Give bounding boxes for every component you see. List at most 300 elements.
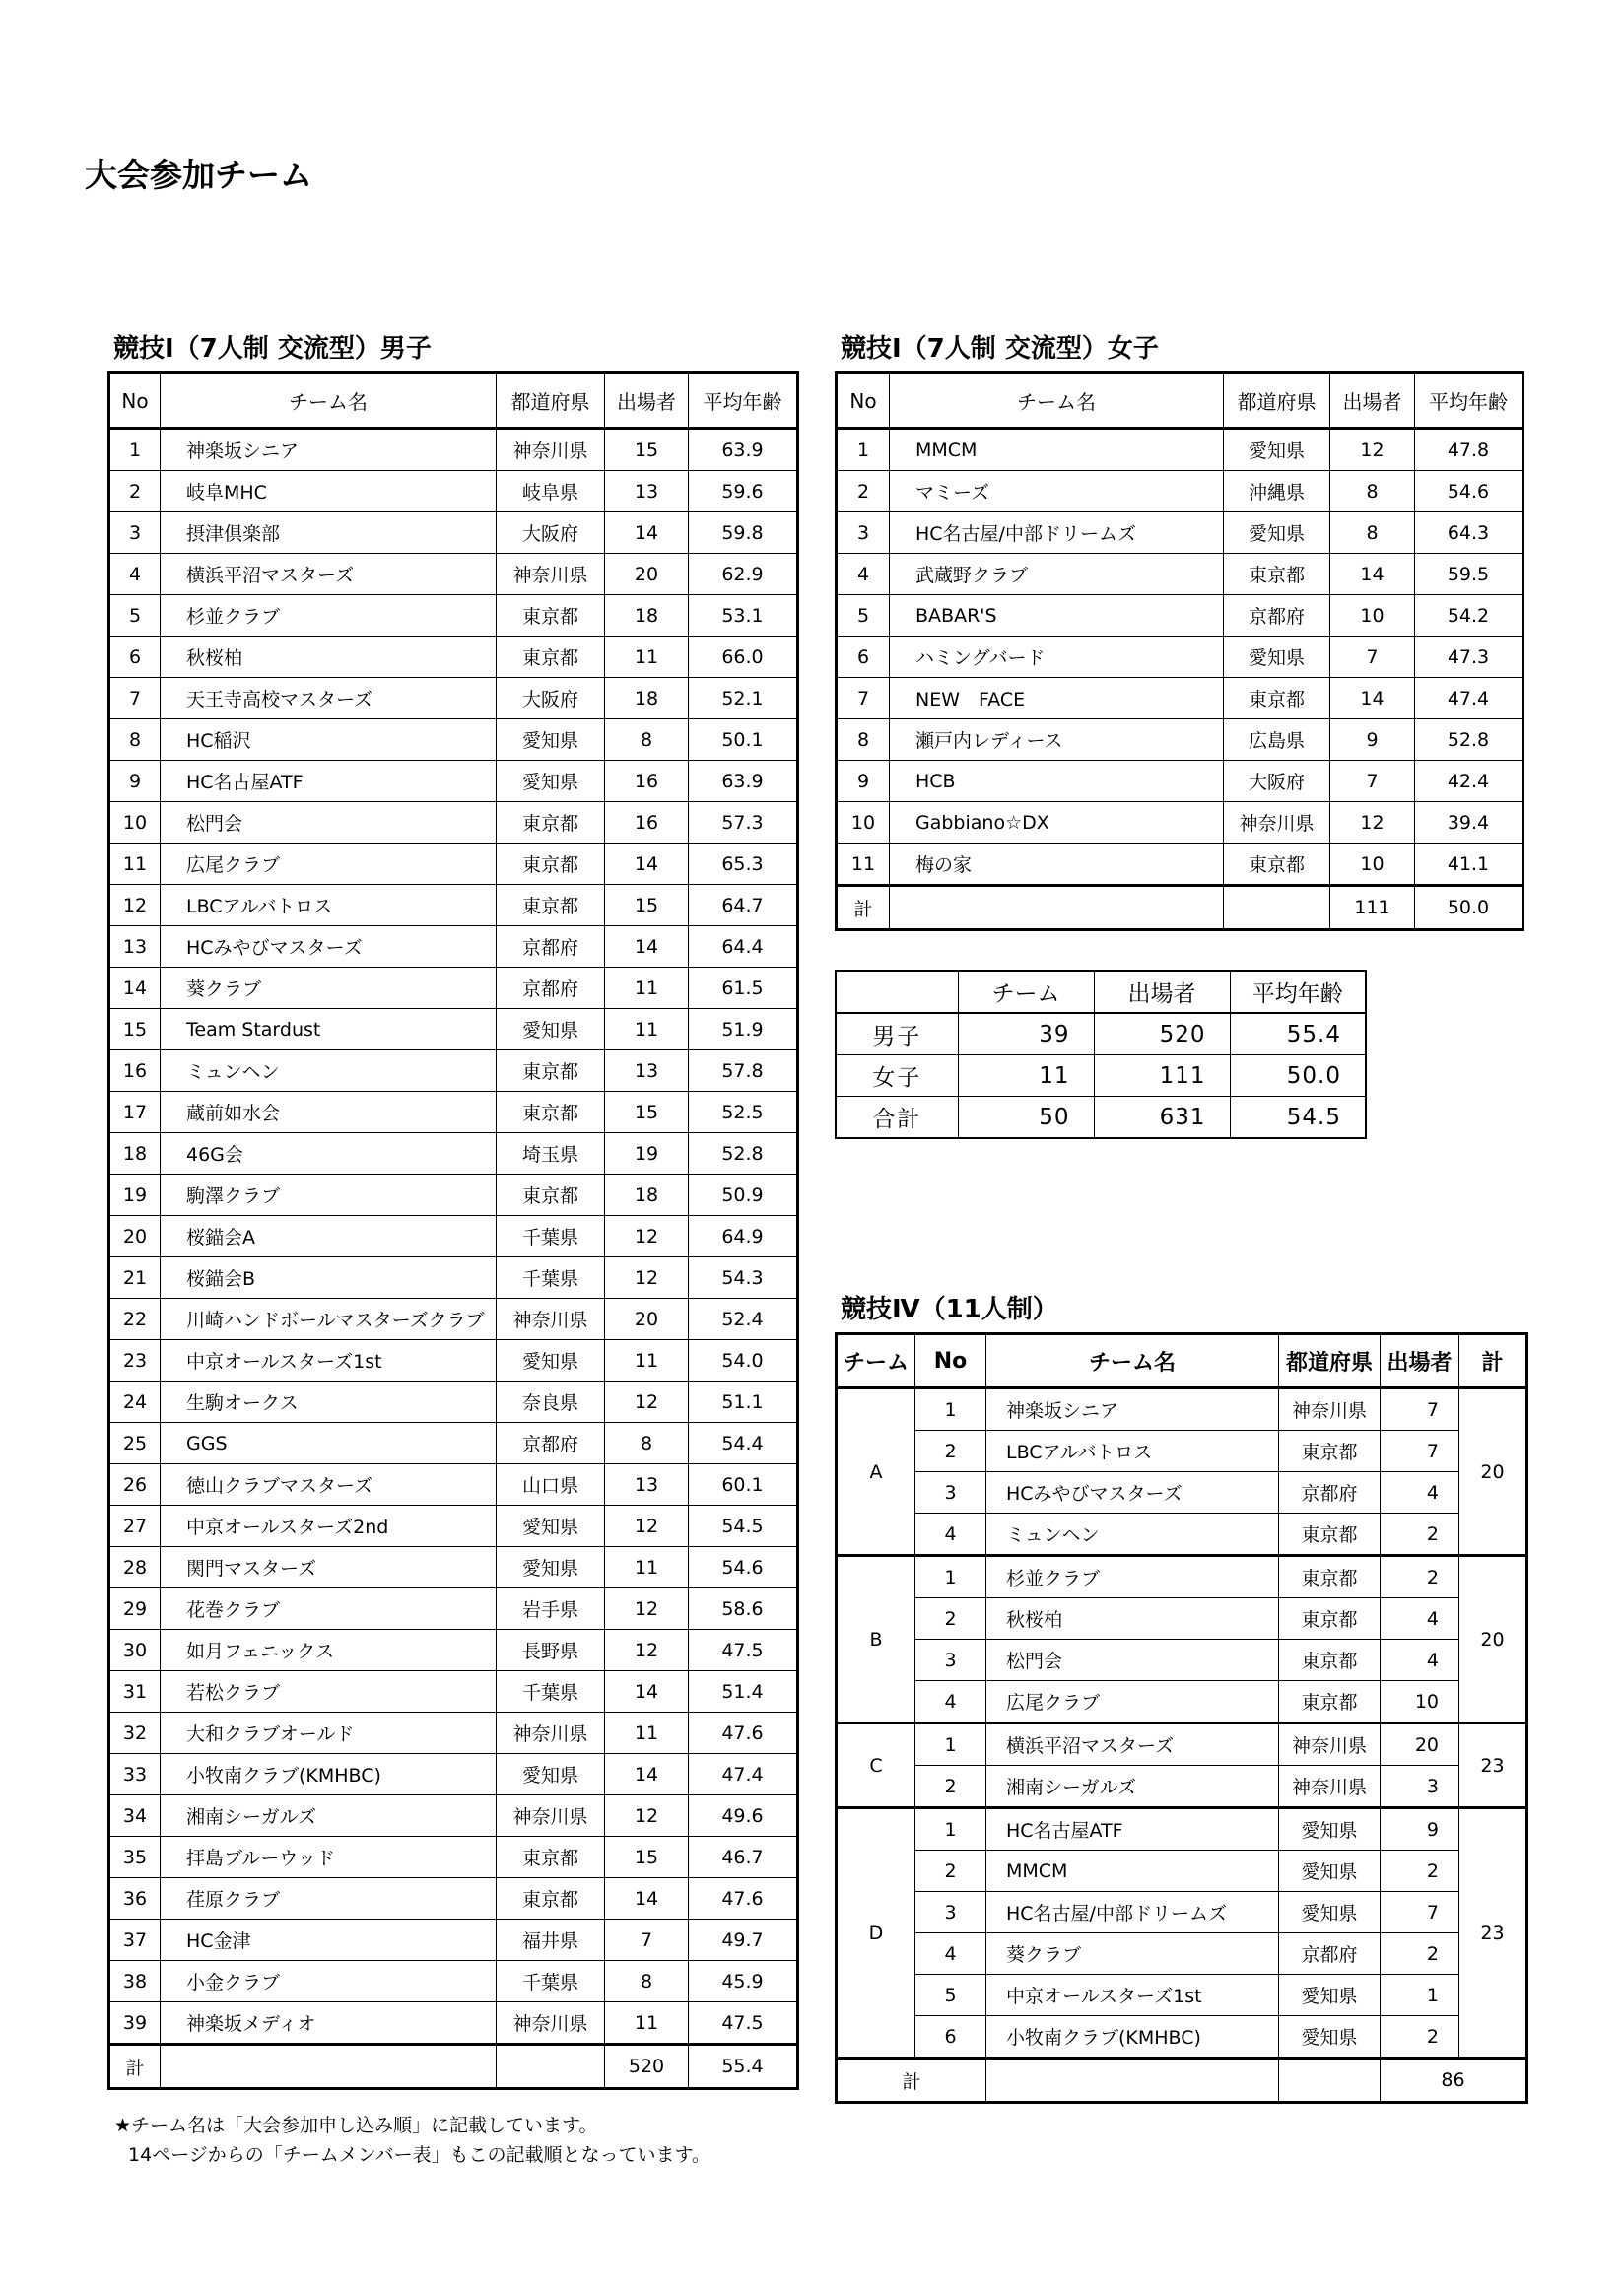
table-row bbox=[109, 885, 798, 926]
team-players: 7 bbox=[1330, 637, 1415, 678]
table-row bbox=[837, 1808, 1527, 1851]
table-row bbox=[109, 1050, 798, 1092]
table-row bbox=[837, 1975, 1527, 2016]
table-row bbox=[109, 1837, 798, 1878]
table-row bbox=[109, 1216, 798, 1257]
team-players: 12 bbox=[1330, 802, 1415, 844]
team-prefecture: 愛知県 bbox=[1224, 429, 1330, 471]
header-no: No bbox=[109, 373, 161, 429]
team-avg-age: 47.3 bbox=[1415, 637, 1523, 678]
team-prefecture: 東京都 bbox=[497, 885, 605, 926]
header-team-name: チーム名 bbox=[890, 373, 1224, 429]
team-name: 葵クラブ bbox=[986, 1933, 1279, 1975]
team-players: 14 bbox=[605, 1754, 689, 1795]
team-players: 14 bbox=[1330, 678, 1415, 719]
team-name: 広尾クラブ bbox=[161, 844, 497, 885]
team-no: 36 bbox=[109, 1878, 161, 1920]
team-prefecture: 東京都 bbox=[497, 1092, 605, 1133]
summary-avg-age: 55.4 bbox=[1230, 1013, 1366, 1055]
team-name: 関門マスターズ bbox=[161, 1547, 497, 1588]
team-name: HCみやびマスターズ bbox=[161, 926, 497, 968]
team-prefecture: 愛知県 bbox=[497, 719, 605, 761]
team-avg-age: 46.7 bbox=[689, 1837, 798, 1878]
total-row bbox=[837, 886, 1523, 930]
team-name: 広尾クラブ bbox=[986, 1681, 1279, 1723]
table-row bbox=[109, 1630, 798, 1671]
table-row bbox=[837, 1723, 1527, 1766]
table-row bbox=[109, 1588, 798, 1630]
team-players: 11 bbox=[605, 1547, 689, 1588]
footnote-2: 14ページからの「チームメンバー表」もこの記載順となっています。 bbox=[128, 2144, 710, 2166]
header-prefecture: 都道府県 bbox=[497, 373, 605, 429]
page-title: 大会参加チーム bbox=[85, 156, 312, 194]
team-no: 38 bbox=[109, 1961, 161, 2002]
table-row bbox=[109, 844, 798, 885]
header-subtotal: 計 bbox=[1459, 1334, 1527, 1388]
header-prefecture: 都道府県 bbox=[1279, 1334, 1381, 1388]
men-team-table bbox=[107, 371, 799, 2090]
team-avg-age: 47.8 bbox=[1415, 429, 1523, 471]
team-no: 11 bbox=[837, 844, 890, 886]
summary-header-avg-age: 平均年齢 bbox=[1230, 971, 1366, 1013]
table-row bbox=[109, 471, 798, 512]
team-no: 1 bbox=[915, 1808, 986, 1851]
header-no: No bbox=[837, 373, 890, 429]
group-subtotal: 23 bbox=[1459, 1808, 1527, 2059]
group-label: B bbox=[837, 1556, 915, 1723]
table-row bbox=[837, 761, 1523, 802]
team-avg-age: 59.6 bbox=[689, 471, 798, 512]
team-prefecture: 神奈川県 bbox=[497, 1795, 605, 1837]
team-no: 3 bbox=[109, 512, 161, 554]
total-label: 計 bbox=[109, 2045, 161, 2089]
team-players: 8 bbox=[605, 1961, 689, 2002]
team-name: ミュンヘン bbox=[161, 1050, 497, 1092]
summary-players: 520 bbox=[1094, 1013, 1230, 1055]
team-name: LBCアルバトロス bbox=[161, 885, 497, 926]
table-row bbox=[109, 2002, 798, 2045]
team-name: 梅の家 bbox=[890, 844, 1224, 886]
team-no: 2 bbox=[109, 471, 161, 512]
team-prefecture: 愛知県 bbox=[497, 1547, 605, 1588]
team-avg-age: 65.3 bbox=[689, 844, 798, 885]
team-no: 5 bbox=[837, 595, 890, 637]
team-prefecture: 京都府 bbox=[1279, 1933, 1381, 1975]
team-no: 32 bbox=[109, 1713, 161, 1754]
team-players: 11 bbox=[605, 968, 689, 1009]
team-avg-age: 49.6 bbox=[689, 1795, 798, 1837]
team-name: 小金クラブ bbox=[161, 1961, 497, 2002]
team-avg-age: 61.5 bbox=[689, 968, 798, 1009]
team-avg-age: 64.9 bbox=[689, 1216, 798, 1257]
summary-header-teams: チーム bbox=[958, 971, 1094, 1013]
team-prefecture: 福井県 bbox=[497, 1920, 605, 1961]
team-no: 7 bbox=[109, 678, 161, 719]
team-avg-age: 47.5 bbox=[689, 2002, 798, 2045]
team-avg-age: 63.9 bbox=[689, 761, 798, 802]
team-players: 1 bbox=[1381, 1975, 1459, 2016]
team-no: 5 bbox=[915, 1975, 986, 2016]
team-prefecture: 東京都 bbox=[1279, 1514, 1381, 1556]
team-prefecture: 愛知県 bbox=[497, 1754, 605, 1795]
table-row bbox=[109, 1920, 798, 1961]
team-no: 1 bbox=[915, 1556, 986, 1598]
table-row bbox=[109, 1299, 798, 1340]
comp4-section-title: 競技Ⅳ（11人制） bbox=[841, 1295, 1058, 1324]
team-avg-age: 64.7 bbox=[689, 885, 798, 926]
team-prefecture: 東京都 bbox=[1279, 1681, 1381, 1723]
team-players: 19 bbox=[605, 1133, 689, 1175]
women-section-title: 競技Ⅰ（7人制 交流型）女子 bbox=[841, 334, 1159, 364]
team-prefecture: 京都府 bbox=[1224, 595, 1330, 637]
team-avg-age: 54.6 bbox=[689, 1547, 798, 1588]
team-avg-age: 54.5 bbox=[689, 1506, 798, 1547]
team-no: 4 bbox=[109, 554, 161, 595]
team-name: 若松クラブ bbox=[161, 1671, 497, 1713]
team-players: 12 bbox=[605, 1795, 689, 1837]
total-avg-age: 50.0 bbox=[1415, 886, 1523, 930]
team-players: 18 bbox=[605, 1175, 689, 1216]
comp4-team-table bbox=[835, 1332, 1528, 2104]
table-row bbox=[837, 1556, 1527, 1598]
team-name: HC名古屋ATF bbox=[161, 761, 497, 802]
team-avg-age: 54.2 bbox=[1415, 595, 1523, 637]
team-players: 16 bbox=[605, 802, 689, 844]
table-row bbox=[109, 1878, 798, 1920]
team-players: 15 bbox=[605, 429, 689, 471]
team-name: ミュンヘン bbox=[986, 1514, 1279, 1556]
team-name: 武蔵野クラブ bbox=[890, 554, 1224, 595]
team-players: 8 bbox=[605, 1423, 689, 1464]
team-players: 11 bbox=[605, 1009, 689, 1050]
team-no: 1 bbox=[915, 1388, 986, 1431]
team-prefecture: 神奈川県 bbox=[1279, 1766, 1381, 1808]
team-name: 神楽坂シニア bbox=[161, 429, 497, 471]
team-players: 20 bbox=[605, 1299, 689, 1340]
team-no: 35 bbox=[109, 1837, 161, 1878]
team-name: 桜錨会A bbox=[161, 1216, 497, 1257]
team-avg-age: 63.9 bbox=[689, 429, 798, 471]
team-players: 11 bbox=[605, 1713, 689, 1754]
team-no: 3 bbox=[837, 512, 890, 554]
team-players: 8 bbox=[1330, 512, 1415, 554]
total-row bbox=[837, 2059, 1527, 2103]
table-row bbox=[837, 1640, 1527, 1681]
team-avg-age: 60.1 bbox=[689, 1464, 798, 1506]
team-no: 39 bbox=[109, 2002, 161, 2045]
total-value: 86 bbox=[1381, 2059, 1527, 2103]
team-players: 12 bbox=[605, 1216, 689, 1257]
table-row bbox=[837, 1388, 1527, 1431]
team-prefecture: 東京都 bbox=[1279, 1598, 1381, 1640]
team-no: 6 bbox=[109, 637, 161, 678]
team-avg-age: 59.8 bbox=[689, 512, 798, 554]
team-avg-age: 52.4 bbox=[689, 1299, 798, 1340]
summary-table bbox=[835, 970, 1367, 1139]
team-name: 湘南シーガルズ bbox=[986, 1766, 1279, 1808]
team-prefecture: 神奈川県 bbox=[497, 429, 605, 471]
team-players: 3 bbox=[1381, 1766, 1459, 1808]
table-header-row bbox=[837, 373, 1523, 429]
team-prefecture: 東京都 bbox=[497, 1878, 605, 1920]
team-players: 8 bbox=[605, 719, 689, 761]
summary-header-row bbox=[836, 971, 1366, 1013]
team-prefecture: 京都府 bbox=[497, 926, 605, 968]
team-no: 6 bbox=[915, 2016, 986, 2059]
table-row bbox=[837, 595, 1523, 637]
team-players: 10 bbox=[1330, 844, 1415, 886]
team-avg-age: 51.4 bbox=[689, 1671, 798, 1713]
table-row bbox=[109, 1382, 798, 1423]
group-label: D bbox=[837, 1808, 915, 2059]
team-name: 秋桜柏 bbox=[986, 1598, 1279, 1640]
team-avg-age: 54.0 bbox=[689, 1340, 798, 1382]
team-no: 2 bbox=[837, 471, 890, 512]
team-no: 11 bbox=[109, 844, 161, 885]
team-prefecture: 京都府 bbox=[497, 968, 605, 1009]
team-name: HC金津 bbox=[161, 1920, 497, 1961]
team-players: 13 bbox=[605, 1464, 689, 1506]
team-avg-age: 51.9 bbox=[689, 1009, 798, 1050]
team-avg-age: 52.5 bbox=[689, 1092, 798, 1133]
team-name: GGS bbox=[161, 1423, 497, 1464]
table-row bbox=[109, 678, 798, 719]
table-header-row bbox=[109, 373, 798, 429]
team-name: 天王寺高校マスターズ bbox=[161, 678, 497, 719]
team-players: 11 bbox=[605, 637, 689, 678]
team-no: 2 bbox=[915, 1598, 986, 1640]
team-players: 4 bbox=[1381, 1640, 1459, 1681]
team-name: 荏原クラブ bbox=[161, 1878, 497, 1920]
team-prefecture: 愛知県 bbox=[497, 1506, 605, 1547]
table-row bbox=[109, 968, 798, 1009]
summary-players: 111 bbox=[1094, 1055, 1230, 1097]
table-row bbox=[109, 1713, 798, 1754]
team-prefecture: 愛知県 bbox=[1279, 1808, 1381, 1851]
team-avg-age: 62.9 bbox=[689, 554, 798, 595]
team-name: 中京オールスターズ2nd bbox=[161, 1506, 497, 1547]
team-name: 駒澤クラブ bbox=[161, 1175, 497, 1216]
team-name: 摂津倶楽部 bbox=[161, 512, 497, 554]
team-no: 24 bbox=[109, 1382, 161, 1423]
team-prefecture: 東京都 bbox=[1279, 1431, 1381, 1472]
team-avg-age: 57.3 bbox=[689, 802, 798, 844]
team-prefecture: 愛知県 bbox=[1279, 2016, 1381, 2059]
team-prefecture: 千葉県 bbox=[497, 1671, 605, 1713]
team-prefecture: 千葉県 bbox=[497, 1961, 605, 2002]
team-prefecture: 東京都 bbox=[497, 637, 605, 678]
team-prefecture: 神奈川県 bbox=[1224, 802, 1330, 844]
table-row bbox=[837, 637, 1523, 678]
team-no: 27 bbox=[109, 1506, 161, 1547]
header-players: 出場者 bbox=[1381, 1334, 1459, 1388]
group-label: C bbox=[837, 1723, 915, 1808]
team-players: 12 bbox=[605, 1588, 689, 1630]
team-players: 18 bbox=[605, 595, 689, 637]
table-row bbox=[109, 1175, 798, 1216]
total-label: 計 bbox=[837, 2059, 986, 2103]
team-prefecture: 東京都 bbox=[497, 1050, 605, 1092]
team-name: 葵クラブ bbox=[161, 968, 497, 1009]
table-row bbox=[109, 512, 798, 554]
team-players: 7 bbox=[1381, 1388, 1459, 1431]
team-name: 神楽坂シニア bbox=[986, 1388, 1279, 1431]
table-row bbox=[109, 637, 798, 678]
table-row bbox=[837, 471, 1523, 512]
header-prefecture: 都道府県 bbox=[1224, 373, 1330, 429]
table-row bbox=[109, 1961, 798, 2002]
team-name: 小牧南クラブ(KMHBC) bbox=[986, 2016, 1279, 2059]
team-name: 瀬戸内レディース bbox=[890, 719, 1224, 761]
team-name: 中京オールスターズ1st bbox=[161, 1340, 497, 1382]
team-no: 15 bbox=[109, 1009, 161, 1050]
table-row bbox=[109, 1754, 798, 1795]
team-prefecture: 神奈川県 bbox=[497, 554, 605, 595]
team-name: 川崎ハンドボールマスターズクラブ bbox=[161, 1299, 497, 1340]
team-avg-age: 50.9 bbox=[689, 1175, 798, 1216]
team-players: 7 bbox=[605, 1920, 689, 1961]
summary-label: 男子 bbox=[836, 1013, 958, 1055]
team-players: 13 bbox=[605, 471, 689, 512]
header-team: チーム bbox=[837, 1334, 915, 1388]
table-row bbox=[837, 844, 1523, 886]
team-prefecture: 千葉県 bbox=[497, 1257, 605, 1299]
team-no: 28 bbox=[109, 1547, 161, 1588]
team-players: 2 bbox=[1381, 2016, 1459, 2059]
men-section-title: 競技Ⅰ（7人制 交流型）男子 bbox=[113, 334, 432, 364]
team-avg-age: 58.6 bbox=[689, 1588, 798, 1630]
women-team-table bbox=[835, 371, 1524, 931]
team-avg-age: 54.6 bbox=[1415, 471, 1523, 512]
team-name: HCみやびマスターズ bbox=[986, 1472, 1279, 1514]
table-row bbox=[109, 1257, 798, 1299]
team-name: 花巻クラブ bbox=[161, 1588, 497, 1630]
team-avg-age: 53.1 bbox=[689, 595, 798, 637]
team-prefecture: 東京都 bbox=[1224, 554, 1330, 595]
team-prefecture: 東京都 bbox=[497, 802, 605, 844]
team-name: Gabbiano☆DX bbox=[890, 802, 1224, 844]
table-row bbox=[109, 554, 798, 595]
team-players: 9 bbox=[1381, 1808, 1459, 1851]
team-prefecture: 東京都 bbox=[1224, 678, 1330, 719]
team-no: 4 bbox=[915, 1514, 986, 1556]
team-players: 15 bbox=[605, 1837, 689, 1878]
team-players: 14 bbox=[1330, 554, 1415, 595]
summary-label: 女子 bbox=[836, 1055, 958, 1097]
table-row bbox=[109, 1506, 798, 1547]
team-avg-age: 47.6 bbox=[689, 1878, 798, 1920]
team-name: マミーズ bbox=[890, 471, 1224, 512]
team-prefecture: 神奈川県 bbox=[1279, 1388, 1381, 1431]
team-avg-age: 41.1 bbox=[1415, 844, 1523, 886]
team-avg-age: 59.5 bbox=[1415, 554, 1523, 595]
table-header-row bbox=[837, 1334, 1527, 1388]
team-prefecture: 愛知県 bbox=[1224, 637, 1330, 678]
team-prefecture: 東京都 bbox=[497, 1175, 605, 1216]
team-no: 2 bbox=[915, 1431, 986, 1472]
summary-teams: 39 bbox=[958, 1013, 1094, 1055]
team-name: HC名古屋/中部ドリームズ bbox=[986, 1892, 1279, 1933]
team-prefecture: 大阪府 bbox=[497, 512, 605, 554]
team-avg-age: 54.3 bbox=[689, 1257, 798, 1299]
team-no: 8 bbox=[109, 719, 161, 761]
group-subtotal: 20 bbox=[1459, 1556, 1527, 1723]
team-no: 2 bbox=[915, 1766, 986, 1808]
table-row bbox=[837, 1766, 1527, 1808]
team-players: 12 bbox=[605, 1257, 689, 1299]
team-avg-age: 42.4 bbox=[1415, 761, 1523, 802]
group-label: A bbox=[837, 1388, 915, 1556]
team-no: 17 bbox=[109, 1092, 161, 1133]
team-prefecture: 埼玉県 bbox=[497, 1133, 605, 1175]
team-name: 松門会 bbox=[161, 802, 497, 844]
team-prefecture: 神奈川県 bbox=[497, 2002, 605, 2045]
table-row bbox=[837, 1851, 1527, 1892]
team-name: 岐阜MHC bbox=[161, 471, 497, 512]
team-name: HC稲沢 bbox=[161, 719, 497, 761]
table-row bbox=[109, 1464, 798, 1506]
table-row bbox=[837, 2016, 1527, 2059]
table-row bbox=[837, 1681, 1527, 1723]
team-players: 20 bbox=[1381, 1723, 1459, 1766]
team-no: 4 bbox=[915, 1933, 986, 1975]
header-avg-age: 平均年齢 bbox=[689, 373, 798, 429]
team-prefecture: 京都府 bbox=[497, 1423, 605, 1464]
summary-avg-age: 54.5 bbox=[1230, 1097, 1366, 1139]
team-no: 37 bbox=[109, 1920, 161, 1961]
team-name: 小牧南クラブ(KMHBC) bbox=[161, 1754, 497, 1795]
team-no: 1 bbox=[837, 429, 890, 471]
team-name: MMCM bbox=[890, 429, 1224, 471]
team-no: 29 bbox=[109, 1588, 161, 1630]
team-prefecture: 大阪府 bbox=[1224, 761, 1330, 802]
team-no: 2 bbox=[915, 1851, 986, 1892]
team-no: 9 bbox=[837, 761, 890, 802]
summary-row bbox=[836, 1055, 1366, 1097]
team-players: 7 bbox=[1381, 1892, 1459, 1933]
table-row bbox=[109, 1423, 798, 1464]
team-players: 11 bbox=[605, 1340, 689, 1382]
table-row bbox=[109, 1133, 798, 1175]
summary-row bbox=[836, 1097, 1366, 1139]
summary-row bbox=[836, 1013, 1366, 1055]
team-name: HC名古屋/中部ドリームズ bbox=[890, 512, 1224, 554]
team-no: 26 bbox=[109, 1464, 161, 1506]
team-players: 10 bbox=[1330, 595, 1415, 637]
team-name: 横浜平沼マスターズ bbox=[986, 1723, 1279, 1766]
table-row bbox=[837, 1598, 1527, 1640]
header-team-name: チーム名 bbox=[161, 373, 497, 429]
team-players: 14 bbox=[605, 1878, 689, 1920]
team-prefecture: 愛知県 bbox=[497, 761, 605, 802]
team-name: 徳山クラブマスターズ bbox=[161, 1464, 497, 1506]
team-players: 20 bbox=[605, 554, 689, 595]
team-prefecture: 東京都 bbox=[1279, 1640, 1381, 1681]
team-prefecture: 沖縄県 bbox=[1224, 471, 1330, 512]
team-prefecture: 千葉県 bbox=[497, 1216, 605, 1257]
team-name: 生駒オークス bbox=[161, 1382, 497, 1423]
team-avg-age: 50.1 bbox=[689, 719, 798, 761]
table-row bbox=[109, 719, 798, 761]
team-no: 9 bbox=[109, 761, 161, 802]
team-no: 22 bbox=[109, 1299, 161, 1340]
header-avg-age: 平均年齢 bbox=[1415, 373, 1523, 429]
table-row bbox=[837, 1431, 1527, 1472]
table-row bbox=[109, 926, 798, 968]
team-prefecture: 神奈川県 bbox=[497, 1713, 605, 1754]
table-row bbox=[837, 512, 1523, 554]
total-players: 111 bbox=[1330, 886, 1415, 930]
